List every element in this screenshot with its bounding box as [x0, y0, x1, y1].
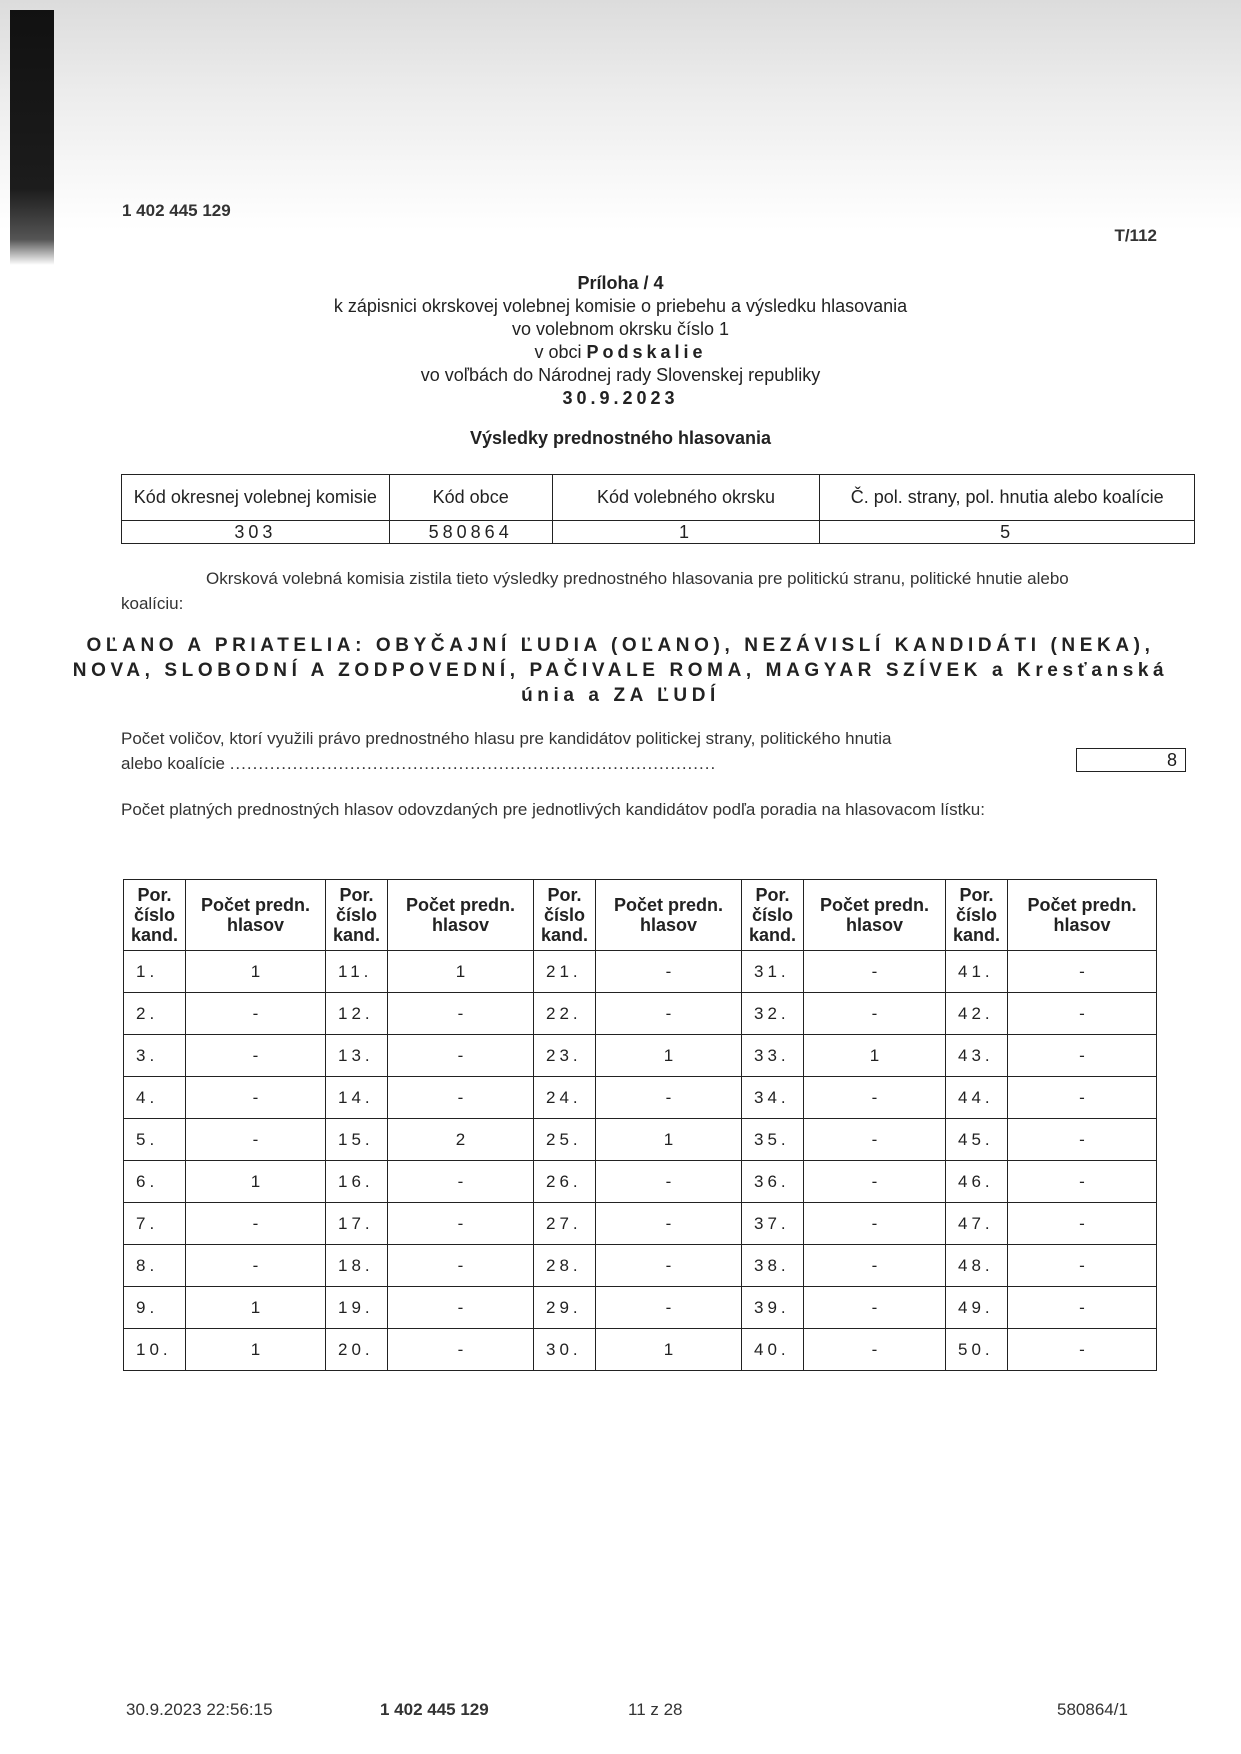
party-line-3: únia a ZA ĽUDÍ [521, 685, 720, 706]
candidate-number-cell: 31. [742, 951, 804, 993]
candidate-number-cell: 25. [534, 1119, 596, 1161]
codes-table [121, 474, 1195, 544]
preferential-votes-cell: 2 [388, 1119, 534, 1161]
candidate-number-cell: 26. [534, 1161, 596, 1203]
candidate-number-cell: 13. [326, 1035, 388, 1077]
candidate-number-cell: 47. [946, 1203, 1008, 1245]
preferential-votes-cell: - [388, 1287, 534, 1329]
preferential-votes-cell: - [596, 1287, 742, 1329]
document-number: 1 402 445 129 [122, 201, 231, 220]
table-row [124, 1077, 1157, 1119]
codes-header-cell: Kód okresnej volebnej komisie [122, 475, 390, 521]
header-candidate-number: Por. číslo kand. [124, 880, 186, 951]
candidate-number-cell: 3. [124, 1035, 186, 1077]
header-candidate-number: Por. číslo kand. [326, 880, 388, 951]
preferential-votes-cell: - [1008, 951, 1157, 993]
preferential-votes-cell: - [804, 1245, 946, 1287]
candidate-number-cell: 42. [946, 993, 1008, 1035]
municipality-prefix: v obci [534, 342, 582, 362]
header-candidate-number: Por. číslo kand. [534, 880, 596, 951]
candidate-number-cell: 41. [946, 951, 1008, 993]
candidate-number-cell: 49. [946, 1287, 1008, 1329]
preferential-votes-cell: - [1008, 1035, 1157, 1077]
footer-timestamp: 30.9.2023 22:56:15 [126, 1700, 273, 1719]
table-row [124, 993, 1157, 1035]
header-line-4: vo voľbách do Národnej rady Slovenskej republiky [420, 365, 821, 385]
candidate-number-cell: 43. [946, 1035, 1008, 1077]
candidate-number-cell: 7. [124, 1203, 186, 1245]
intro-text: Okrsková volebná komisia zistila tieto výsledky prednostného hlasovania pre politickú stranu, politické hnutie alebo koalíciu: [121, 569, 1069, 613]
preferential-votes-cell: 1 [186, 1161, 326, 1203]
candidate-number-cell: 44. [946, 1077, 1008, 1119]
preferential-votes-cell: - [388, 1161, 534, 1203]
preferential-votes-cell: 1 [186, 951, 326, 993]
preferential-votes-cell: - [804, 1329, 946, 1371]
candidate-number-cell: 2. [124, 993, 186, 1035]
candidate-number-cell: 4. [124, 1077, 186, 1119]
preferential-votes-cell: - [1008, 1245, 1157, 1287]
candidate-number-cell: 46. [946, 1161, 1008, 1203]
candidate-number-cell: 11. [326, 951, 388, 993]
preferential-votes-cell: - [804, 1119, 946, 1161]
footer-number: 1 402 445 129 [380, 1700, 489, 1719]
voters-count-box: 8 [1076, 748, 1186, 772]
header-line-3 [0, 341, 1241, 364]
codes-header-cell: Kód obce [389, 475, 552, 521]
candidate-number-cell: 30. [534, 1329, 596, 1371]
table-row [124, 1035, 1157, 1077]
preferential-votes-cell: 1 [388, 951, 534, 993]
results-title: Výsledky prednostného hlasovania [469, 428, 772, 448]
candidate-number-cell: 50. [946, 1329, 1008, 1371]
candidate-number-cell: 45. [946, 1119, 1008, 1161]
preferential-votes-cell: - [1008, 1329, 1157, 1371]
preferential-votes-cell: - [186, 1119, 326, 1161]
preferential-votes-cell: - [596, 1077, 742, 1119]
preferential-votes-cell: - [388, 993, 534, 1035]
leader-dots: ..................................................................................... [229, 754, 717, 773]
preferential-votes-cell: - [804, 1287, 946, 1329]
header-candidate-number: Por. číslo kand. [946, 880, 1008, 951]
candidate-number-cell: 28. [534, 1245, 596, 1287]
header-line-2: vo volebnom okrsku číslo 1 [511, 319, 730, 339]
header-preferential-votes: Počet predn. hlasov [388, 880, 534, 951]
preferential-votes-cell: - [388, 1203, 534, 1245]
candidate-number-cell: 20. [326, 1329, 388, 1371]
preferential-votes-cell: - [388, 1245, 534, 1287]
codes-value-cell: 5 [820, 521, 1195, 544]
form-code: T/112 [1114, 226, 1157, 245]
preferential-votes-cell: - [388, 1077, 534, 1119]
candidate-number-cell: 16. [326, 1161, 388, 1203]
table-row [124, 951, 1157, 993]
preferential-votes-cell: - [596, 993, 742, 1035]
header-line-1: k zápisnici okrskovej volebnej komisie o priebehu a výsledku hlasovania [333, 296, 908, 316]
codes-value-cell: 303 [122, 521, 390, 544]
candidate-number-cell: 34. [742, 1077, 804, 1119]
candidate-number-cell: 38. [742, 1245, 804, 1287]
preferential-votes-cell: - [1008, 1077, 1157, 1119]
table-row [124, 1161, 1157, 1203]
preferential-votes-cell: - [596, 951, 742, 993]
table-row [124, 1203, 1157, 1245]
candidate-number-cell: 36. [742, 1161, 804, 1203]
header-preferential-votes: Počet predn. hlasov [596, 880, 742, 951]
preferential-votes-cell: - [596, 1161, 742, 1203]
document-header [0, 272, 1241, 410]
candidate-number-cell: 9. [124, 1287, 186, 1329]
candidate-number-cell: 8. [124, 1245, 186, 1287]
header-preferential-votes: Počet predn. hlasov [186, 880, 326, 951]
table-row [124, 1119, 1157, 1161]
candidate-number-cell: 48. [946, 1245, 1008, 1287]
voters-label-line-1: Počet voličov, ktorí využili právo prednostného hlasu pre kandidátov politickej strany, politického hnutia [121, 729, 892, 748]
preferential-votes-cell: - [596, 1203, 742, 1245]
table-row [124, 1287, 1157, 1329]
header-preferential-votes: Počet predn. hlasov [1008, 880, 1157, 951]
party-name [0, 633, 1241, 708]
candidate-number-cell: 27. [534, 1203, 596, 1245]
preferential-votes-cell: 1 [596, 1329, 742, 1371]
candidate-number-cell: 24. [534, 1077, 596, 1119]
preferential-votes-cell: - [186, 993, 326, 1035]
footer-page: 11 z 28 [628, 1700, 683, 1719]
preferential-votes-cell: - [804, 993, 946, 1035]
preferential-votes-cell: 1 [186, 1329, 326, 1371]
preferential-votes-cell: - [596, 1245, 742, 1287]
candidate-number-cell: 37. [742, 1203, 804, 1245]
candidate-number-cell: 19. [326, 1287, 388, 1329]
codes-value-cell: 580864 [389, 521, 552, 544]
candidate-number-cell: 29. [534, 1287, 596, 1329]
preferential-votes-cell: - [1008, 1161, 1157, 1203]
preferential-votes-cell: - [804, 1203, 946, 1245]
candidate-number-cell: 5. [124, 1119, 186, 1161]
election-date: 30.9.2023 [562, 388, 679, 408]
municipality-name: Podskalie [586, 342, 707, 362]
scan-shadow [0, 0, 1241, 230]
candidate-number-cell: 33. [742, 1035, 804, 1077]
preferential-votes-cell: - [186, 1077, 326, 1119]
candidate-number-cell: 22. [534, 993, 596, 1035]
candidate-number-cell: 23. [534, 1035, 596, 1077]
codes-header-cell: Č. pol. strany, pol. hnutia alebo koalície [820, 475, 1195, 521]
header-preferential-votes: Počet predn. hlasov [804, 880, 946, 951]
candidate-number-cell: 18. [326, 1245, 388, 1287]
candidate-number-cell: 17. [326, 1203, 388, 1245]
header-candidate-number: Por. číslo kand. [742, 880, 804, 951]
preferential-votes-cell: - [804, 1161, 946, 1203]
preferential-votes-cell: - [1008, 1203, 1157, 1245]
preferential-votes-cell: - [1008, 1119, 1157, 1161]
voters-label [121, 726, 1031, 776]
preferential-votes-cell: - [186, 1245, 326, 1287]
candidate-number-cell: 15. [326, 1119, 388, 1161]
preferential-votes-cell: - [1008, 1287, 1157, 1329]
attachment-title: Príloha / 4 [577, 273, 664, 293]
candidate-number-cell: 14. [326, 1077, 388, 1119]
codes-header-cell: Kód volebného okrsku [552, 475, 820, 521]
preferential-votes-cell: 1 [596, 1035, 742, 1077]
candidate-number-cell: 40. [742, 1329, 804, 1371]
candidate-number-cell: 21. [534, 951, 596, 993]
preferential-votes-cell: - [186, 1035, 326, 1077]
candidates-table [123, 879, 1157, 1371]
candidate-number-cell: 1. [124, 951, 186, 993]
table-row [124, 1245, 1157, 1287]
candidate-number-cell: 6. [124, 1161, 186, 1203]
preferential-votes-cell: - [1008, 993, 1157, 1035]
candidate-number-cell: 10. [124, 1329, 186, 1371]
voters-label-line-2: alebo koalície [121, 754, 225, 773]
scan-edge [10, 10, 54, 265]
preferential-votes-cell: 1 [186, 1287, 326, 1329]
party-line-1: OĽANO A PRIATELIA: OBYČAJNÍ ĽUDIA (OĽANO), NEZÁVISLÍ KANDIDÁTI (NEKA), [86, 635, 1155, 656]
candidate-number-cell: 39. [742, 1287, 804, 1329]
candidate-number-cell: 35. [742, 1119, 804, 1161]
valid-votes-label: Počet platných prednostných hlasov odovzdaných pre jednotlivých kandidátov podľa poradia na hlasovacom lístku: [121, 800, 985, 819]
preferential-votes-cell: - [186, 1203, 326, 1245]
preferential-votes-cell: 1 [596, 1119, 742, 1161]
candidate-number-cell: 32. [742, 993, 804, 1035]
preferential-votes-cell: - [804, 1077, 946, 1119]
preferential-votes-cell: - [388, 1329, 534, 1371]
party-line-2: NOVA, SLOBODNÍ A ZODPOVEDNÍ, PAČIVALE ROMA, MAGYAR SZÍVEK a Kresťanská [72, 660, 1169, 681]
codes-value-cell: 1 [552, 521, 820, 544]
footer-ref: 580864/1 [1057, 1700, 1128, 1719]
candidate-number-cell: 12. [326, 993, 388, 1035]
table-row [124, 1329, 1157, 1371]
preferential-votes-cell: - [388, 1035, 534, 1077]
preferential-votes-cell: - [804, 951, 946, 993]
preferential-votes-cell: 1 [804, 1035, 946, 1077]
